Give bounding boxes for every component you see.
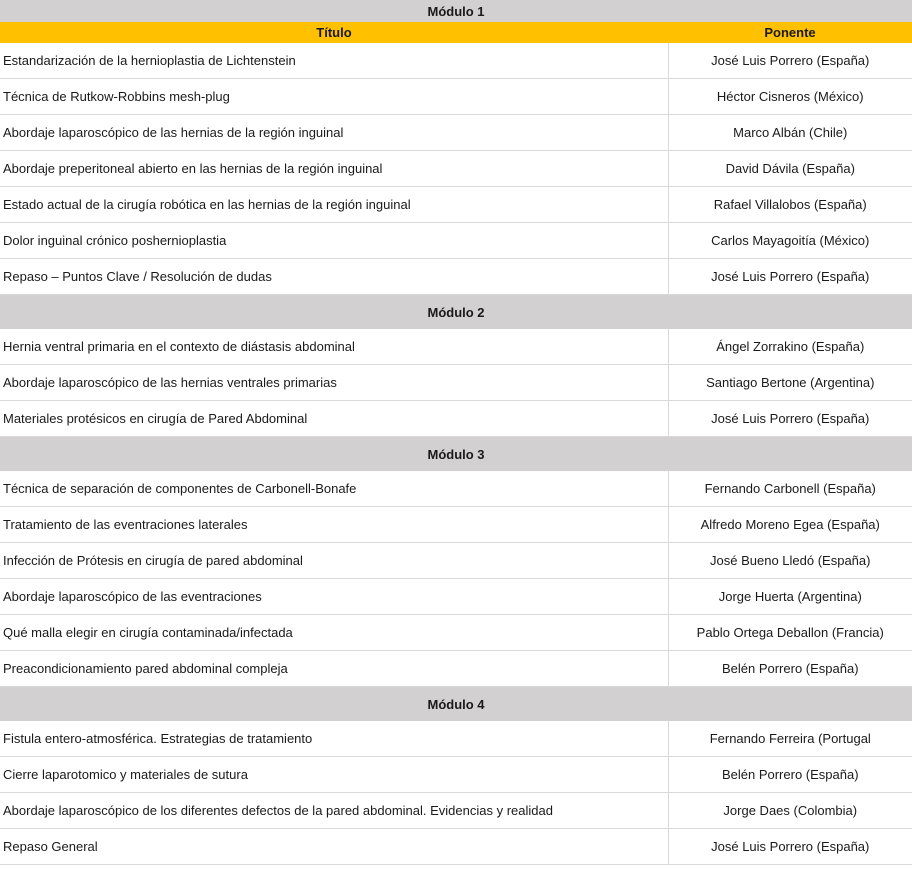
session-title: Técnica de separación de componentes de Carbonell-Bonafe [0,471,668,507]
session-speaker: Fernando Carbonell (España) [668,471,912,507]
session-title: Técnica de Rutkow-Robbins mesh-plug [0,79,668,115]
table-row [0,651,912,687]
table-row [0,543,912,579]
module-header-row [0,0,912,22]
table-row [0,471,912,507]
table-row [0,329,912,365]
session-speaker: Belén Porrero (España) [668,651,912,687]
session-title: Infección de Prótesis en cirugía de pared abdominal [0,543,668,579]
session-speaker: Jorge Huerta (Argentina) [668,579,912,615]
module-title: Módulo 2 [0,295,912,330]
session-title: Estado actual de la cirugía robótica en las hernias de la región inguinal [0,187,668,223]
table-row [0,365,912,401]
table-row [0,615,912,651]
table-row [0,79,912,115]
table-row [0,579,912,615]
table-row [0,757,912,793]
session-speaker: José Luis Porrero (España) [668,829,912,865]
table-row [0,793,912,829]
table-row [0,507,912,543]
session-speaker: Carlos Mayagoitía (México) [668,223,912,259]
session-title: Abordaje laparoscópico de las hernias de la región inguinal [0,115,668,151]
session-title: Tratamiento de las eventraciones laterales [0,507,668,543]
table-row [0,187,912,223]
session-title: Abordaje preperitoneal abierto en las hernias de la región inguinal [0,151,668,187]
column-header-title: Título [0,22,668,43]
table-row [0,829,912,865]
session-speaker: José Luis Porrero (España) [668,401,912,437]
module-title: Módulo 1 [0,0,912,22]
session-title: Hernia ventral primaria en el contexto de diástasis abdominal [0,329,668,365]
session-speaker: Ángel Zorrakino (España) [668,329,912,365]
session-speaker: José Luis Porrero (España) [668,259,912,295]
session-speaker: José Bueno Lledó (España) [668,543,912,579]
session-speaker: Pablo Ortega Deballon (Francia) [668,615,912,651]
column-header-row [0,22,912,43]
session-title: Dolor inguinal crónico poshernioplastia [0,223,668,259]
session-speaker: Santiago Bertone (Argentina) [668,365,912,401]
session-speaker: Belén Porrero (España) [668,757,912,793]
module-title: Módulo 3 [0,437,912,472]
session-speaker: Alfredo Moreno Egea (España) [668,507,912,543]
session-title: Materiales protésicos en cirugía de Pared Abdominal [0,401,668,437]
module-header-row [0,437,912,472]
session-title: Abordaje laparoscópico de las eventraciones [0,579,668,615]
table-row [0,151,912,187]
table-row [0,259,912,295]
table-row [0,721,912,757]
session-title: Repaso General [0,829,668,865]
session-title: Repaso – Puntos Clave / Resolución de dudas [0,259,668,295]
session-speaker: Rafael Villalobos (España) [668,187,912,223]
session-title: Abordaje laparoscópico de las hernias ventrales primarias [0,365,668,401]
session-speaker: Marco Albán (Chile) [668,115,912,151]
session-speaker: David Dávila (España) [668,151,912,187]
table-row [0,401,912,437]
module-title: Módulo 4 [0,687,912,722]
table-row [0,43,912,79]
table-row [0,115,912,151]
module-header-row [0,687,912,722]
table-row [0,223,912,259]
session-speaker: Jorge Daes (Colombia) [668,793,912,829]
session-title: Cierre laparotomico y materiales de sutura [0,757,668,793]
session-title: Fistula entero-atmosférica. Estrategias de tratamiento [0,721,668,757]
session-title: Estandarización de la hernioplastia de Lichtenstein [0,43,668,79]
session-speaker: Héctor Cisneros (México) [668,79,912,115]
session-title: Abordaje laparoscópico de los diferentes defectos de la pared abdominal. Evidencias y realidad [0,793,668,829]
session-title: Qué malla elegir en cirugía contaminada/infectada [0,615,668,651]
session-speaker: José Luis Porrero (España) [668,43,912,79]
module-header-row [0,295,912,330]
session-speaker: Fernando Ferreira (Portugal [668,721,912,757]
session-title: Preacondicionamiento pared abdominal compleja [0,651,668,687]
column-header-speaker: Ponente [668,22,912,43]
